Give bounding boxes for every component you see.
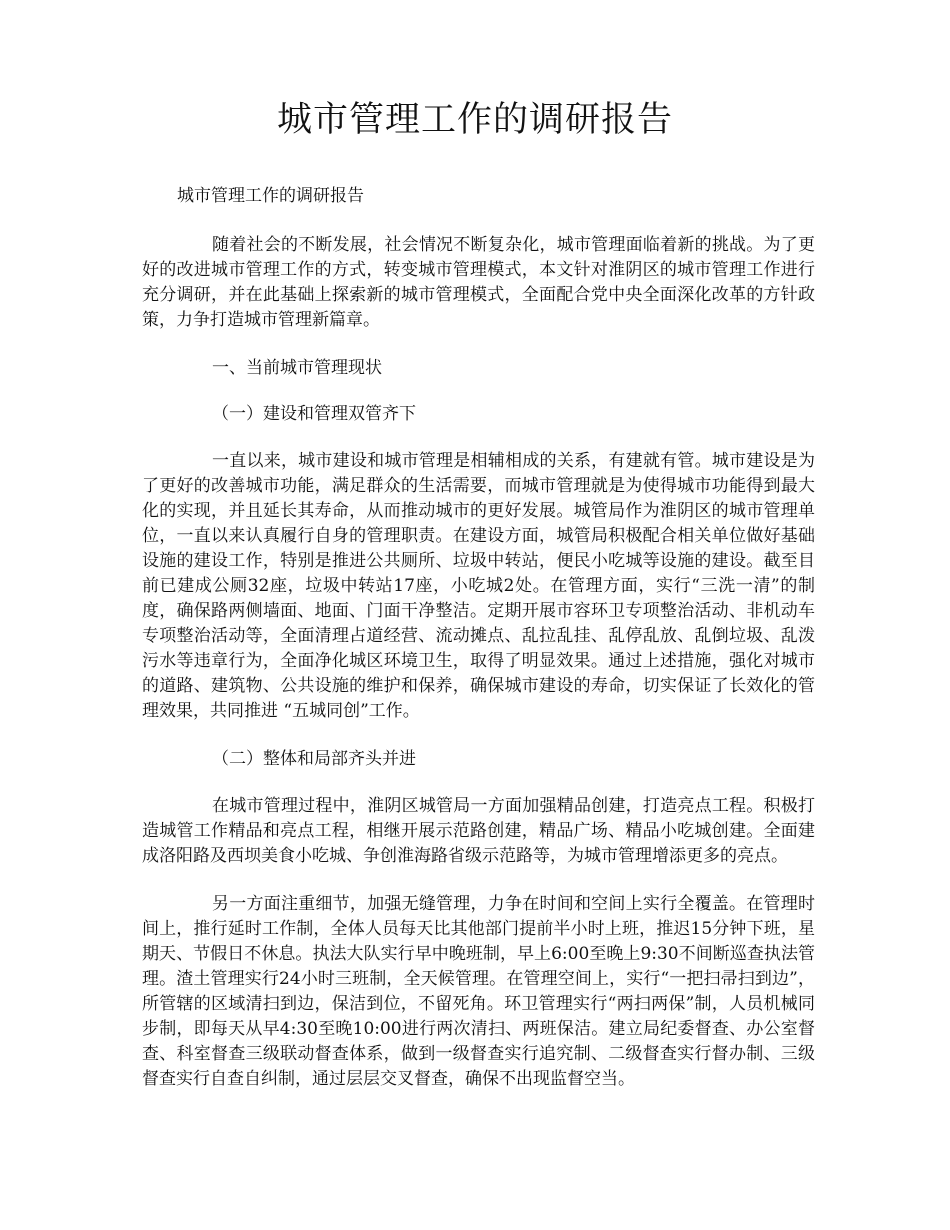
document-subtitle: 城市管理工作的调研报告 [177, 186, 364, 206]
intro-paragraph: 随着社会的不断发展，社会情况不断复杂化，城市管理面临着新的挑战。为了更好的改进城市管理工作的方式，转变城市管理模式，本文针对淮阴区的城市管理工作进行充分调研，并在此基础上探索新的城市管理模式，全面配合党中央全面深化改革的方针政策，力争打造城市管理新篇章。 [142, 235, 815, 330]
document-title: 城市管理工作的调研报告 [276, 100, 673, 140]
subsection-1-2-paragraph-1: 在城市管理过程中，淮阴区城管局一方面加强精品创建，打造亮点工程。积极打造城管工作精品和亮点工程，相继开展示范路创建，精品广场、精品小吃城创建。全面建成洛阳路及西坝美食小吃城、争创淮海路省级示范路等，为城市管理增添更多的亮点。 [142, 796, 815, 866]
subsection-1-2-paragraph-2: 另一方面注重细节，加强无缝管理，力争在时间和空间上实行全覆盖。在管理时间上，推行延时工作制，全体人员每天比其他部门提前半小时上班，推迟15分钟下班，星期天、节假日不休息。执法大队实行早中晚班制，早上6:00至晚上9:30不间断巡查执法管理。渣土管理实行24小时三班制，全天候管理。在管理空间上，实行“一把扫帚扫到边”，所管辖的区域清扫到边，保洁到位，不留死角。环卫管理实行“两扫两保”制，人员机械同步制，即每天从早4:30至晚10:00进行两次清扫、两班保洁。建立局纪委督查、办公室督查、科室督查三级联动督查体系，做到一级督查实行追究制、二级督查实行督办制、三级督查实行自查自纠制，通过层层交叉督查，确保不出现监督空当。 [142, 894, 815, 1089]
subsection-heading-1-1: （一）建设和管理双管齐下 [212, 404, 416, 424]
subsection-1-1-paragraph: 一直以来，城市建设和城市管理是相辅相成的关系，有建就有管。城市建设是为了更好的改善城市功能，满足群众的生活需要，而城市管理就是为使得城市功能得到最大化的实现，并且延长其寿命，从而推动城市的更好发展。城管局作为淮阴区的城市管理单位，一直以来认真履行自身的管理职责。在建设方面，城管局积极配合相关单位做好基础设施的建设工作，特别是推进公共厕所、垃圾中转站，便民小吃城等设施的建设。截至目前已建成公厕32座，垃圾中转站17座，小吃城2处。在管理方面，实行“三洗一清”的制度，确保路两侧墙面、地面、门面干净整洁。定期开展市容环卫专项整治活动、非机动车专项整治活动等，全面清理占道经营、流动摊点、乱拉乱挂、乱停乱放、乱倒垃圾、乱泼污水等违章行为，全面净化城区环境卫生，取得了明显效果。通过上述措施，强化对城市的道路、建筑物、公共设施的维护和保养，确保城市建设的寿命，切实保证了长效化的管理效果，共同推进 “五城同创”工作。 [142, 451, 815, 721]
document-body [142, 184, 815, 1115]
section-heading-1: 一、当前城市管理现状 [212, 358, 382, 378]
subsection-heading-1-2: （二）整体和局部齐头并进 [212, 749, 416, 769]
